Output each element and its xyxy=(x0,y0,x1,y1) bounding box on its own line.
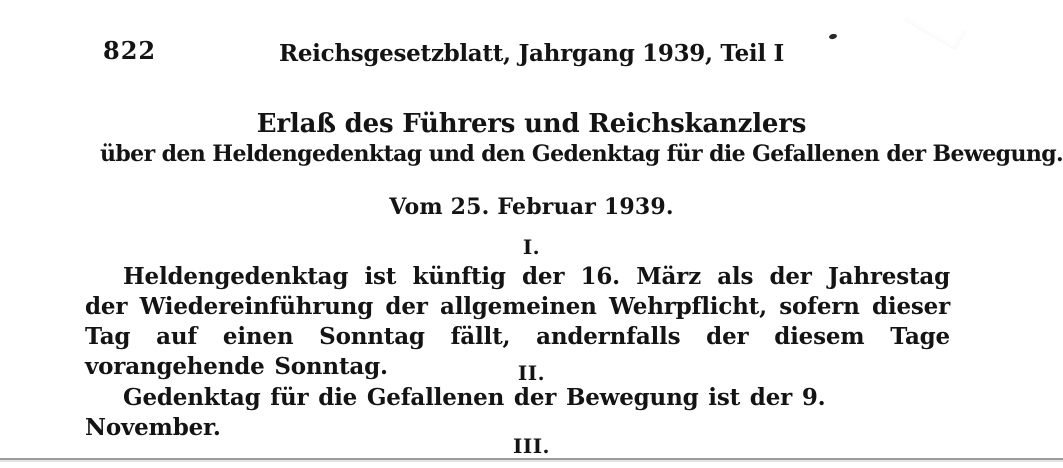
ink-speck xyxy=(829,33,838,40)
section-1-text: Heldengedenktag ist künftig der 16. März als der Jahrestag der Wiedereinführung der allgemeinen Wehrpflicht, sofern dieser Tag auf einen Sonntag fällt, andernfalls der diesem Tage vorangehende Sonntag. xyxy=(85,263,950,380)
page-number: 822 xyxy=(103,36,157,65)
section-2-text: Gedenktag für die Gefallenen der Bewegung ist der 9. November. xyxy=(85,384,826,441)
decree-date-line: Vom 25. Februar 1939. xyxy=(389,194,674,220)
section-1-numeral: I. xyxy=(522,235,541,259)
page-bottom-rule xyxy=(0,458,1063,462)
section-3-numeral: III. xyxy=(512,434,551,458)
section-2-numeral: II. xyxy=(517,361,546,385)
decree-title-line2: über den Heldengedenktag und den Gedenktag für die Gefallenen der Bewegung. xyxy=(100,141,1063,167)
decree-title-line1: Erlaß des Führers und Reichskanzlers xyxy=(256,109,807,139)
running-header: Reichsgesetzblatt, Jahrgang 1939, Teil I xyxy=(279,40,784,67)
